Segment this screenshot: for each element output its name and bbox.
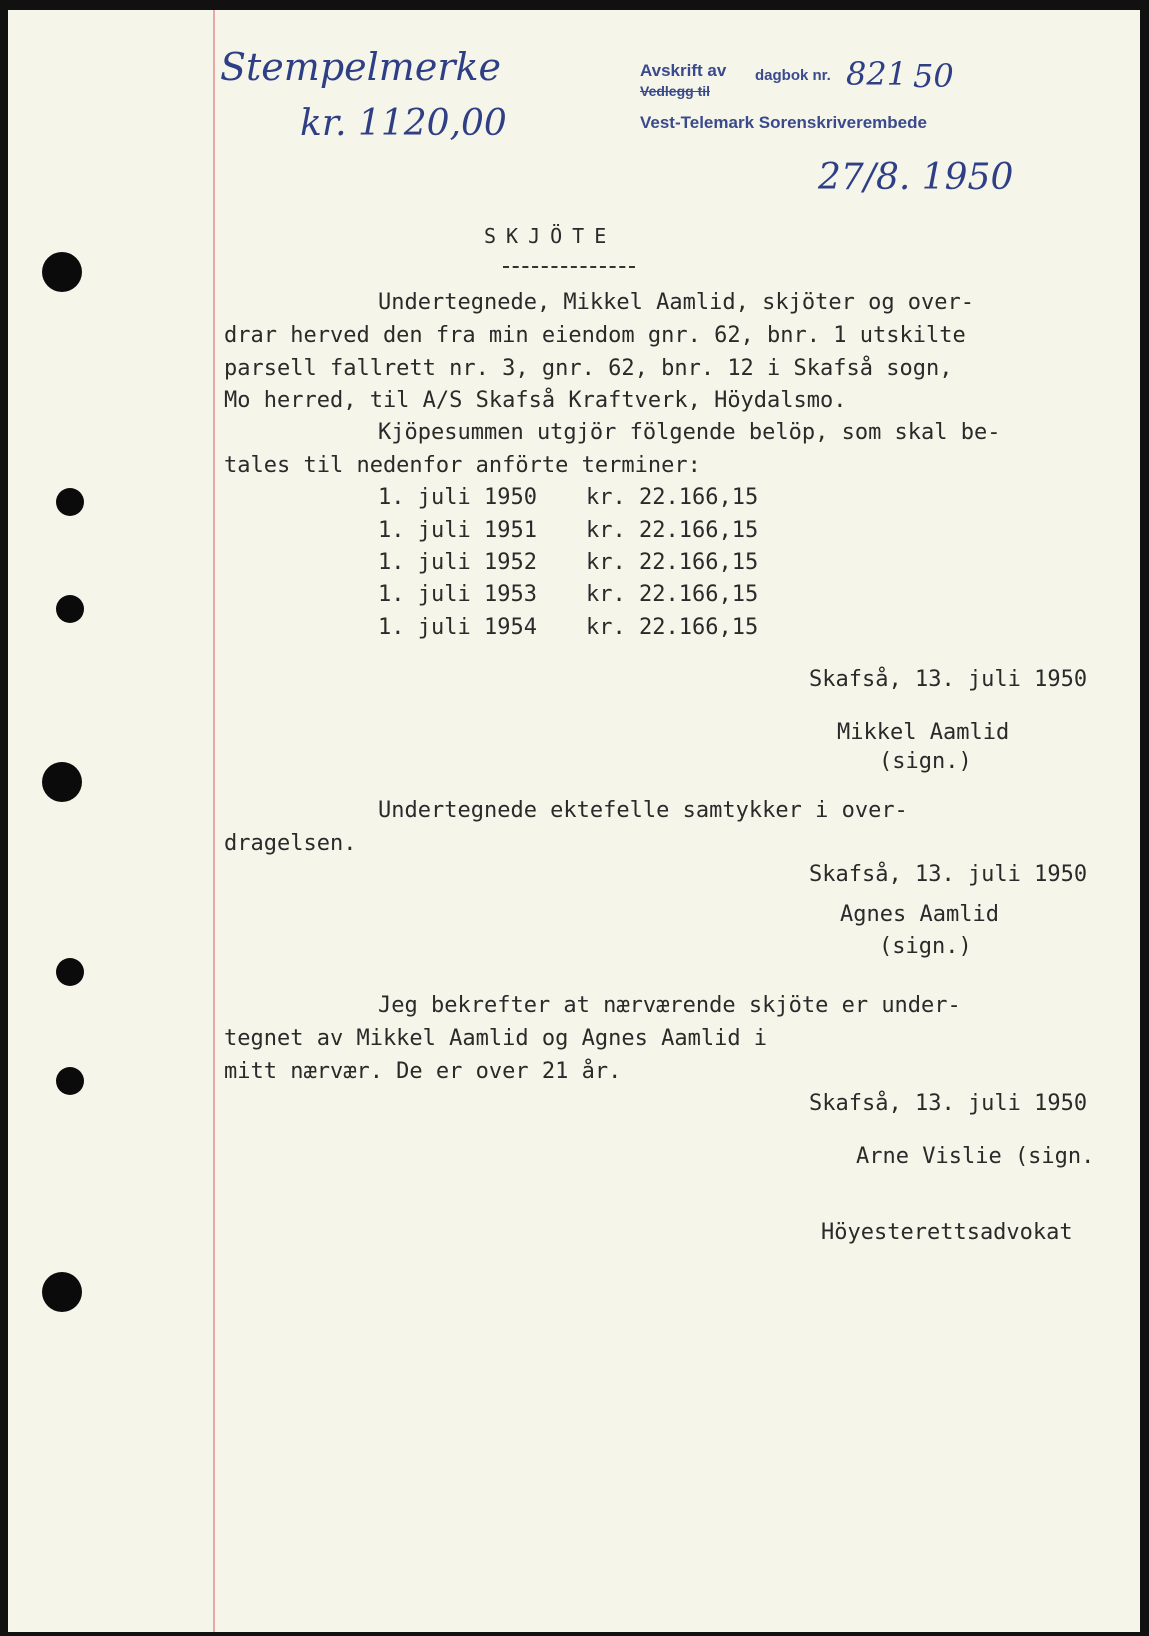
installment-date: 1. juli 1954 xyxy=(378,615,537,640)
installment-date: 1. juli 1952 xyxy=(378,550,537,575)
punch-hole xyxy=(56,1067,84,1095)
office-stamp-line3: Vest-Telemark Sorenskriverembede xyxy=(640,113,927,132)
installment-date: 1. juli 1950 xyxy=(378,485,537,510)
paragraph-line: parsell fallrett nr. 3, gnr. 62, bnr. 12 i Skafså sogn, xyxy=(224,356,953,381)
signature-place-date: Skafså, 13. juli 1950 xyxy=(809,1091,1088,1116)
paragraph-line: drar herved den fra min eiendom gnr. 62, bnr. 1 utskilte xyxy=(224,323,966,348)
installment-amount: kr. 22.166,15 xyxy=(586,518,759,543)
signature-name: Agnes Aamlid xyxy=(840,902,999,927)
paragraph-line: Undertegnede ektefelle samtykker i over- xyxy=(378,798,908,823)
paragraph-line: tegnet av Mikkel Aamlid og Agnes Aamlid i xyxy=(224,1026,768,1051)
punch-hole xyxy=(56,595,84,623)
stamp-duty-amount: kr. 1120,00 xyxy=(300,103,507,144)
paragraph-line: Undertegnede, Mikkel Aamlid, skjöter og over- xyxy=(378,290,975,315)
received-date: 27/8. 1950 xyxy=(818,157,1014,198)
paragraph-line: mitt nærvær. De er over 21 år. xyxy=(224,1059,622,1084)
punch-hole xyxy=(42,1272,82,1312)
punch-hole xyxy=(42,762,82,802)
title-underline xyxy=(503,266,635,268)
paragraph-line: Mo herred, til A/S Skafså Kraftverk, Höydalsmo. xyxy=(224,388,847,413)
paragraph-line: dragelsen. xyxy=(224,831,357,856)
paragraph-line: Kjöpesummen utgjör fölgende belöp, som skal be- xyxy=(378,420,1001,445)
signature-signed: (sign.) xyxy=(879,934,972,959)
margin-line xyxy=(213,10,215,1632)
office-stamp-line1-suffix: dagbok nr. xyxy=(755,67,831,84)
signature-place-date: Skafså, 13. juli 1950 xyxy=(809,862,1088,887)
office-stamp-line2: Vedlegg til xyxy=(640,83,711,99)
stamp-duty-label: Stempelmerke xyxy=(220,45,501,89)
installment-date: 1. juli 1953 xyxy=(378,582,537,607)
punch-hole xyxy=(42,252,82,292)
punch-hole xyxy=(56,488,84,516)
document-title: SKJÖTE xyxy=(484,224,617,248)
signature-title: Höyesterettsadvokat xyxy=(821,1220,1073,1245)
signature-place-date: Skafså, 13. juli 1950 xyxy=(809,667,1088,692)
signature-name: Mikkel Aamlid xyxy=(837,720,1010,745)
document-page xyxy=(8,10,1140,1632)
paragraph-line: tales til nedenfor anförte terminer: xyxy=(224,453,701,478)
installment-amount: kr. 22.166,15 xyxy=(586,582,759,607)
signature-signed: (sign.) xyxy=(879,749,972,774)
installment-amount: kr. 22.166,15 xyxy=(586,550,759,575)
installment-date: 1. juli 1951 xyxy=(378,518,537,543)
installment-amount: kr. 22.166,15 xyxy=(586,485,759,510)
paragraph-line: Jeg bekrefter at nærværende skjöte er under- xyxy=(378,993,961,1018)
punch-hole xyxy=(56,958,84,986)
office-stamp-line1: Avskrift av xyxy=(640,61,727,80)
installment-amount: kr. 22.166,15 xyxy=(586,615,759,640)
journal-number: 821 xyxy=(846,55,908,93)
signature-name: Arne Vislie (sign. xyxy=(856,1144,1095,1169)
journal-year: 50 xyxy=(913,57,954,95)
